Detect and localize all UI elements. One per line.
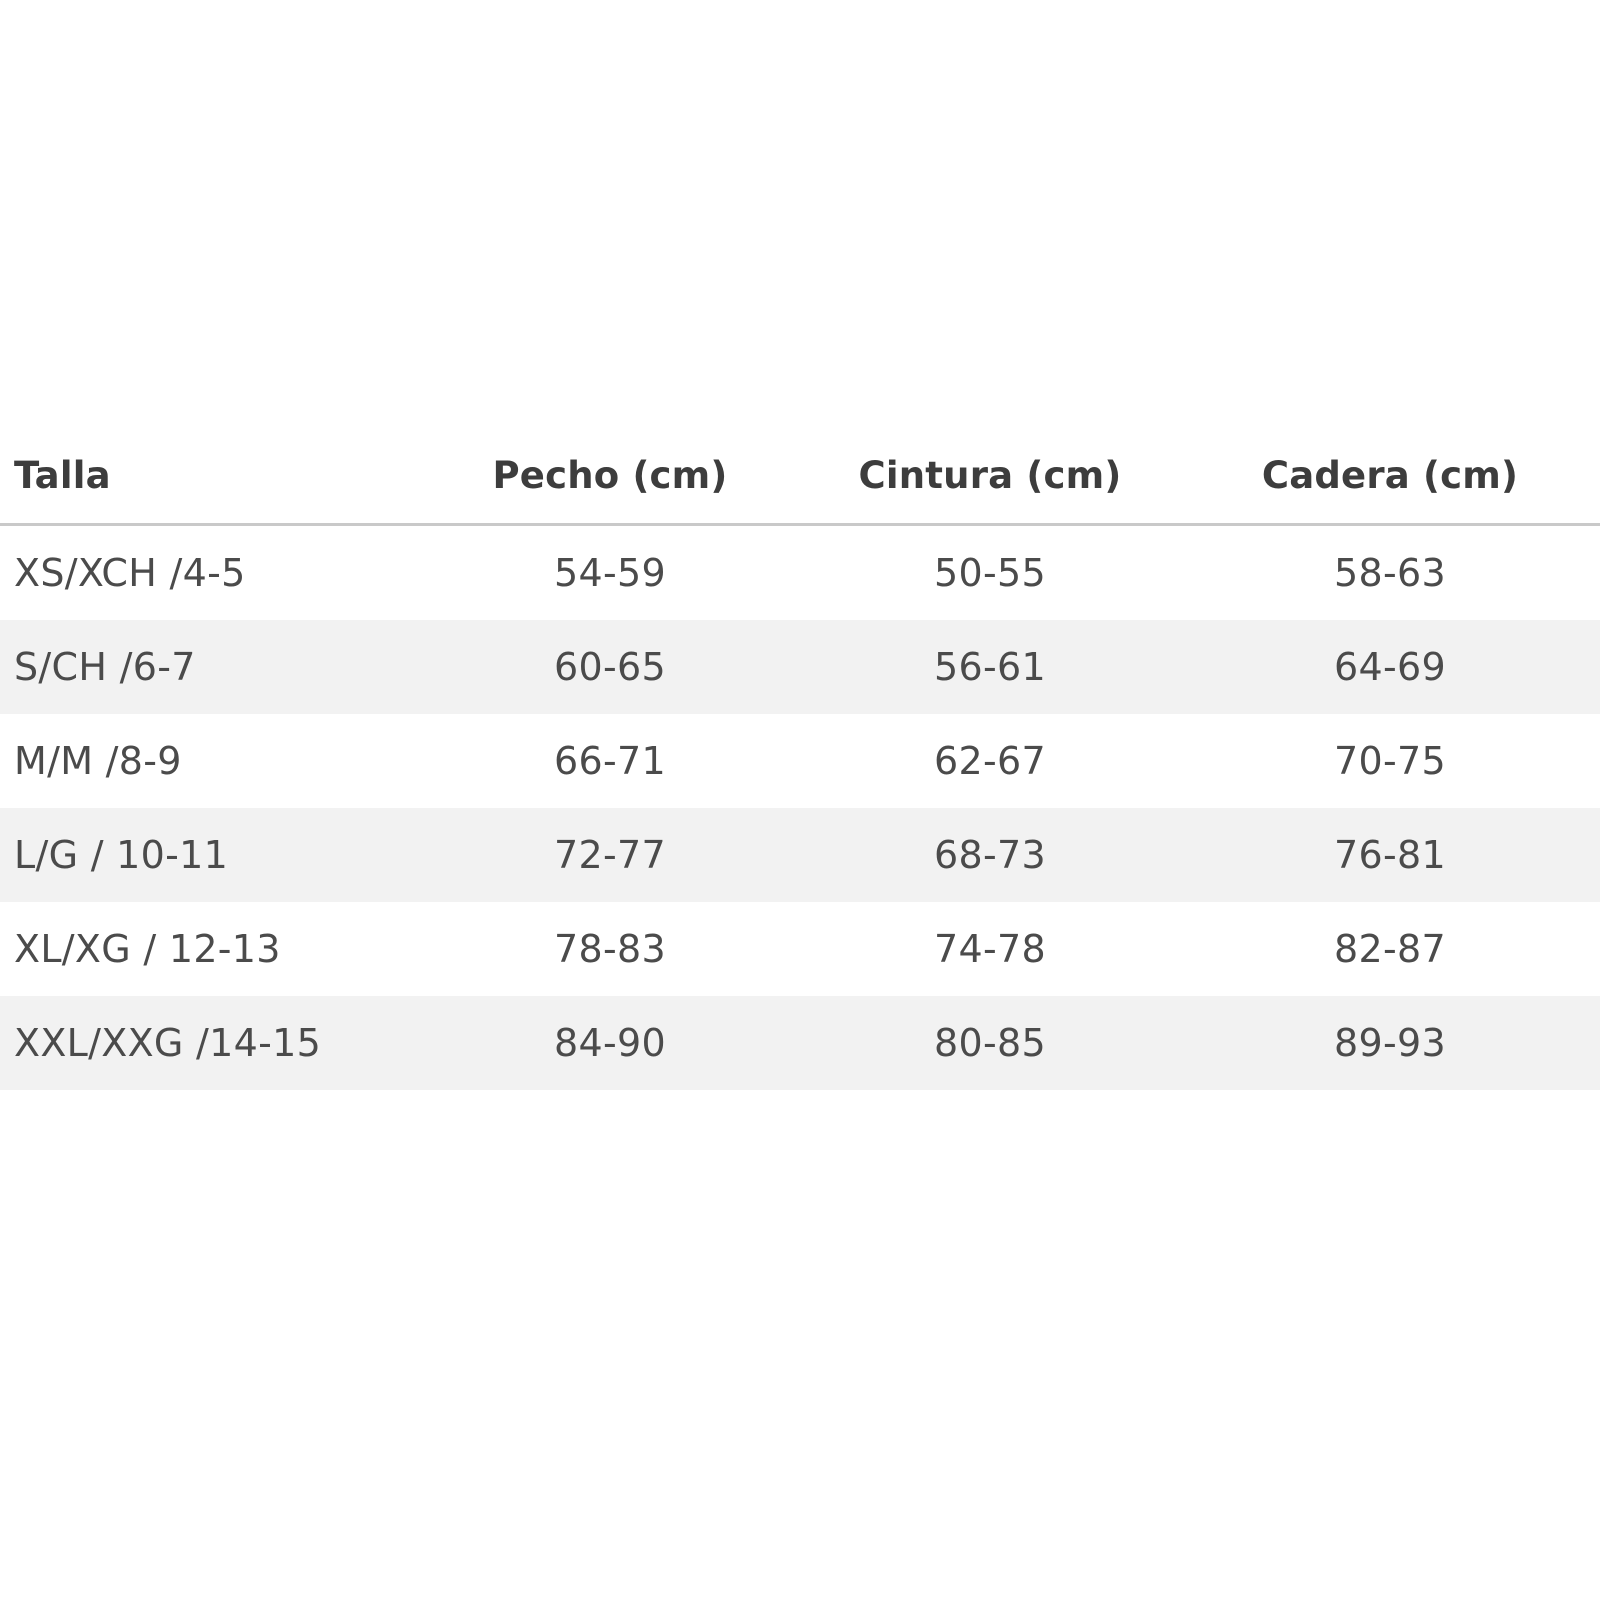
cell-pecho: 66-71 [420, 714, 800, 808]
cell-cintura: 56-61 [800, 620, 1180, 714]
table-row [0, 808, 1600, 902]
header-row [0, 440, 1600, 525]
cell-pecho: 60-65 [420, 620, 800, 714]
table-row [0, 714, 1600, 808]
table-row [0, 620, 1600, 714]
cell-talla: XL/XG / 12-13 [0, 902, 420, 996]
cell-talla: M/M /8-9 [0, 714, 420, 808]
cell-pecho: 72-77 [420, 808, 800, 902]
table-header [0, 440, 1600, 525]
cell-pecho: 78-83 [420, 902, 800, 996]
cell-cadera: 70-75 [1180, 714, 1600, 808]
cell-pecho: 54-59 [420, 525, 800, 621]
cell-cintura: 74-78 [800, 902, 1180, 996]
cell-talla: L/G / 10-11 [0, 808, 420, 902]
cell-cadera: 89-93 [1180, 996, 1600, 1090]
cell-cintura: 50-55 [800, 525, 1180, 621]
table-row [0, 996, 1600, 1090]
cell-cintura: 68-73 [800, 808, 1180, 902]
size-chart-table [0, 440, 1600, 1090]
size-chart-container [0, 440, 1600, 1090]
table-row [0, 902, 1600, 996]
column-header-cadera: Cadera (cm) [1180, 440, 1600, 525]
cell-cintura: 62-67 [800, 714, 1180, 808]
cell-cadera: 76-81 [1180, 808, 1600, 902]
cell-talla: S/CH /6-7 [0, 620, 420, 714]
cell-pecho: 84-90 [420, 996, 800, 1090]
table-row [0, 525, 1600, 621]
column-header-pecho: Pecho (cm) [420, 440, 800, 525]
column-header-cintura: Cintura (cm) [800, 440, 1180, 525]
cell-cadera: 58-63 [1180, 525, 1600, 621]
cell-cadera: 82-87 [1180, 902, 1600, 996]
cell-cadera: 64-69 [1180, 620, 1600, 714]
table-body [0, 525, 1600, 1091]
cell-talla: XXL/XXG /14-15 [0, 996, 420, 1090]
cell-cintura: 80-85 [800, 996, 1180, 1090]
cell-talla: XS/XCH /4-5 [0, 525, 420, 621]
column-header-talla: Talla [0, 440, 420, 525]
